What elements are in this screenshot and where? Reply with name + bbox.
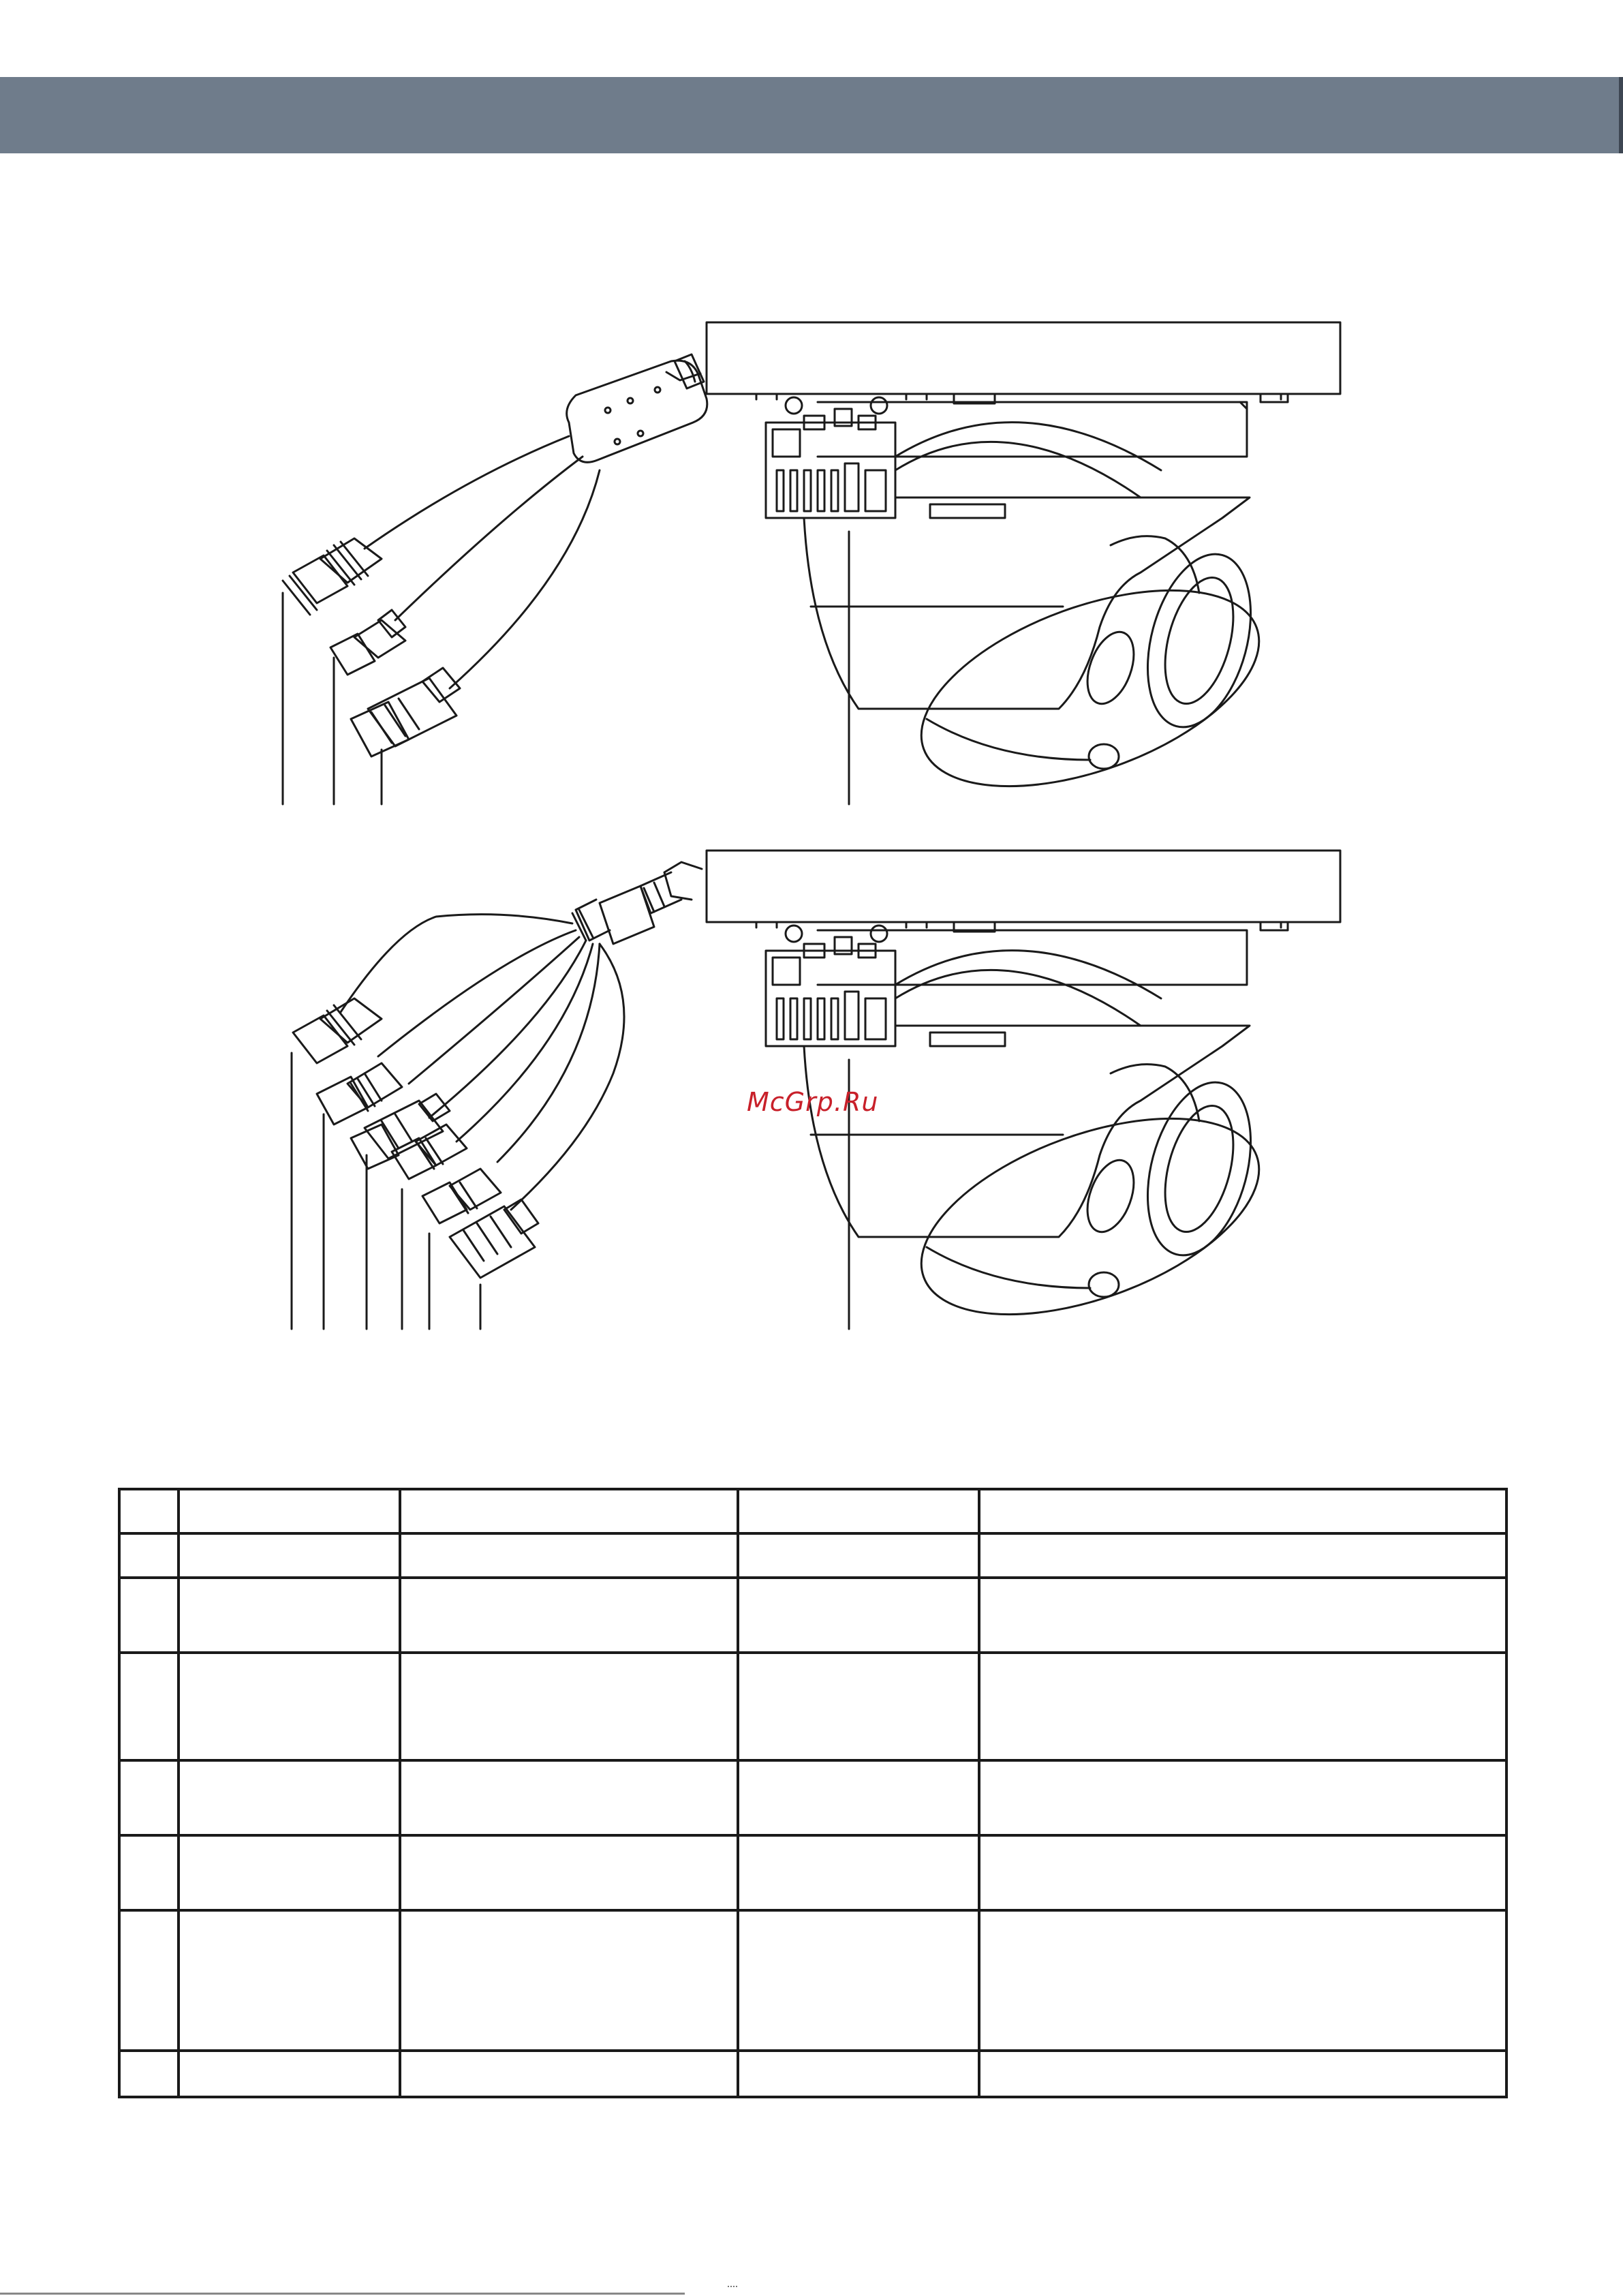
dc-connector-bottom: [293, 998, 382, 1063]
mount-plate-bottom: [707, 851, 1340, 922]
table-cell: [179, 1760, 400, 1835]
table-row: [119, 1578, 1506, 1653]
table-cell: [400, 1578, 738, 1653]
table-cell: [119, 1489, 179, 1533]
table-row: [119, 1489, 1506, 1533]
dc-male-connector-top: [330, 610, 405, 675]
table-cell: [979, 1653, 1506, 1760]
table-cell: [400, 1653, 738, 1760]
table-cell: [738, 1533, 979, 1578]
table-cell: [979, 2051, 1506, 2097]
table-cell: [119, 1653, 179, 1760]
table-cell: [400, 2051, 738, 2097]
watermark-text: McGrp.Ru: [747, 1087, 879, 1117]
table-cell: [400, 1760, 738, 1835]
table-cell: [179, 1910, 400, 2051]
table-cell: [400, 1910, 738, 2051]
dc-connector-top: [283, 538, 382, 615]
table-row: [119, 1533, 1506, 1578]
table-cell: [738, 2051, 979, 2097]
rj45-connector-top: [351, 668, 460, 756]
table-cell: [400, 1835, 738, 1910]
table-cell: [119, 1578, 179, 1653]
table-cell: [738, 1760, 979, 1835]
camera-top-figure: [283, 322, 1340, 826]
table-cell: [738, 1910, 979, 2051]
table-cell: [738, 1489, 979, 1533]
table-cell: [400, 1489, 738, 1533]
table-cell: [179, 1653, 400, 1760]
table-cell: [179, 1533, 400, 1578]
table-row: [119, 1910, 1506, 2051]
table-cell: [119, 2051, 179, 2097]
footer-page-mark: [728, 2286, 737, 2293]
table-row: [119, 1760, 1506, 1835]
table-cell: [738, 1835, 979, 1910]
table-row: [119, 2051, 1506, 2097]
table-cell: [179, 1578, 400, 1653]
table-cell: [738, 1653, 979, 1760]
table-cell: [979, 1760, 1506, 1835]
table-cell: [179, 2051, 400, 2097]
table-cell: [738, 1578, 979, 1653]
table-cell: [400, 1533, 738, 1578]
table-cell: [119, 1910, 179, 2051]
spec-table-body: [119, 1489, 1506, 2097]
table-cell: [179, 1835, 400, 1910]
table-cell: [979, 1489, 1506, 1533]
mount-plate-top: [707, 322, 1340, 394]
splitter-top: [567, 361, 707, 462]
table-cell: [119, 1533, 179, 1578]
table-cell: [979, 1910, 1506, 2051]
table-row: [119, 1835, 1506, 1910]
table-cell: [179, 1489, 400, 1533]
table-cell: [979, 1533, 1506, 1578]
footer-rule: [0, 2293, 685, 2295]
table-cell: [119, 1835, 179, 1910]
table-cell: [979, 1835, 1506, 1910]
table-cell: [119, 1760, 179, 1835]
spec-table: [118, 1488, 1508, 2098]
table-row: [119, 1653, 1506, 1760]
table-cell: [979, 1578, 1506, 1653]
